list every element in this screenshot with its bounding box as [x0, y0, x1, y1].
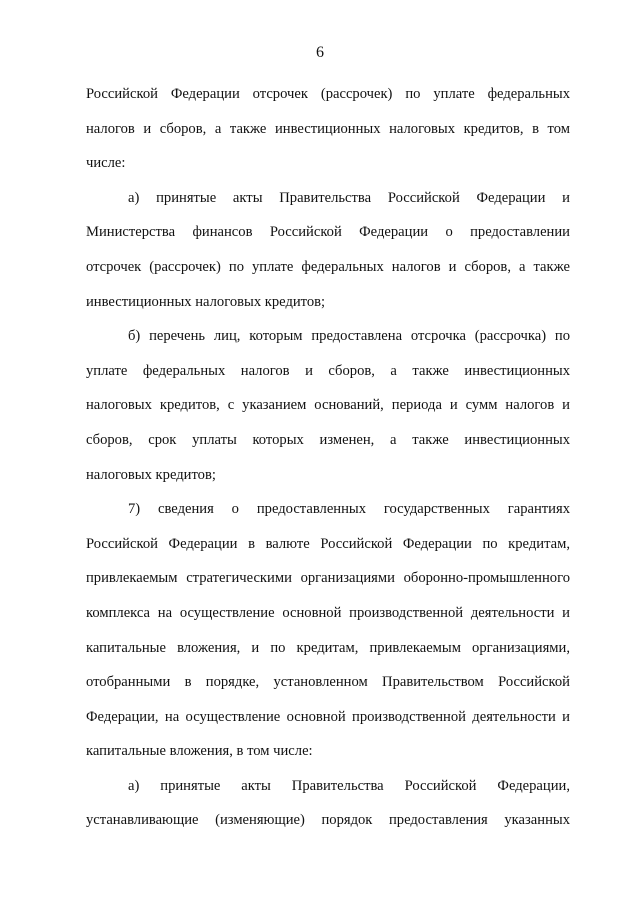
paragraph — [86, 319, 570, 492]
document-body — [86, 77, 570, 838]
paragraph — [86, 181, 570, 319]
text-line: инвестиционных налоговых кредитов; — [86, 293, 326, 310]
text-line: налоговых кредитов, с указанием оснований, периода и сумм налогов и — [86, 397, 570, 414]
text-line: числе: — [86, 155, 126, 172]
page-number: 6 — [316, 44, 324, 61]
text-line: капитальные вложения, в том числе: — [86, 743, 313, 760]
text-line: отсрочек (рассрочек) по уплате федеральных налогов и сборов, а также — [86, 258, 570, 275]
text-line: а) принятые акты Правительства Российской Федерации, — [128, 777, 570, 794]
text-line: Министерства финансов Российской Федерации о предоставлении — [86, 224, 570, 241]
paragraph — [86, 77, 570, 181]
text-line: б) перечень лиц, которым предоставлена отсрочка (рассрочка) по — [128, 328, 570, 345]
text-line: налогов и сборов, а также инвестиционных налоговых кредитов, в том — [86, 120, 570, 137]
text-line: капитальные вложения, и по кредитам, привлекаемым организациями, — [86, 639, 570, 656]
text-line: Российской Федерации отсрочек (рассрочек) по уплате федеральных — [86, 86, 570, 102]
paragraph — [86, 492, 570, 769]
text-line: а) принятые акты Правительства Российской Федерации и — [128, 189, 570, 206]
text-line: устанавливающие (изменяющие) порядок предоставления указанных — [86, 812, 570, 829]
text-line: Российской Федерации в валюте Российской Федерации по кредитам, — [86, 535, 570, 552]
text-line: комплекса на осуществление основной производственной деятельности и — [86, 604, 570, 621]
paragraph — [86, 769, 570, 838]
text-line: Федерации, на осуществление основной производственной деятельности и — [86, 708, 570, 725]
text-line: уплате федеральных налогов и сборов, а также инвестиционных — [86, 362, 570, 379]
text-line: 7) сведения о предоставленных государственных гарантиях — [128, 501, 570, 518]
text-line: отобранными в порядке, установленном Правительством Российской — [86, 674, 570, 691]
text-line: привлекаемым стратегическими организациями оборонно-промышленного — [86, 570, 570, 587]
text-line: сборов, срок уплаты которых изменен, а также инвестиционных — [86, 431, 570, 448]
text-line: налоговых кредитов; — [86, 466, 216, 483]
